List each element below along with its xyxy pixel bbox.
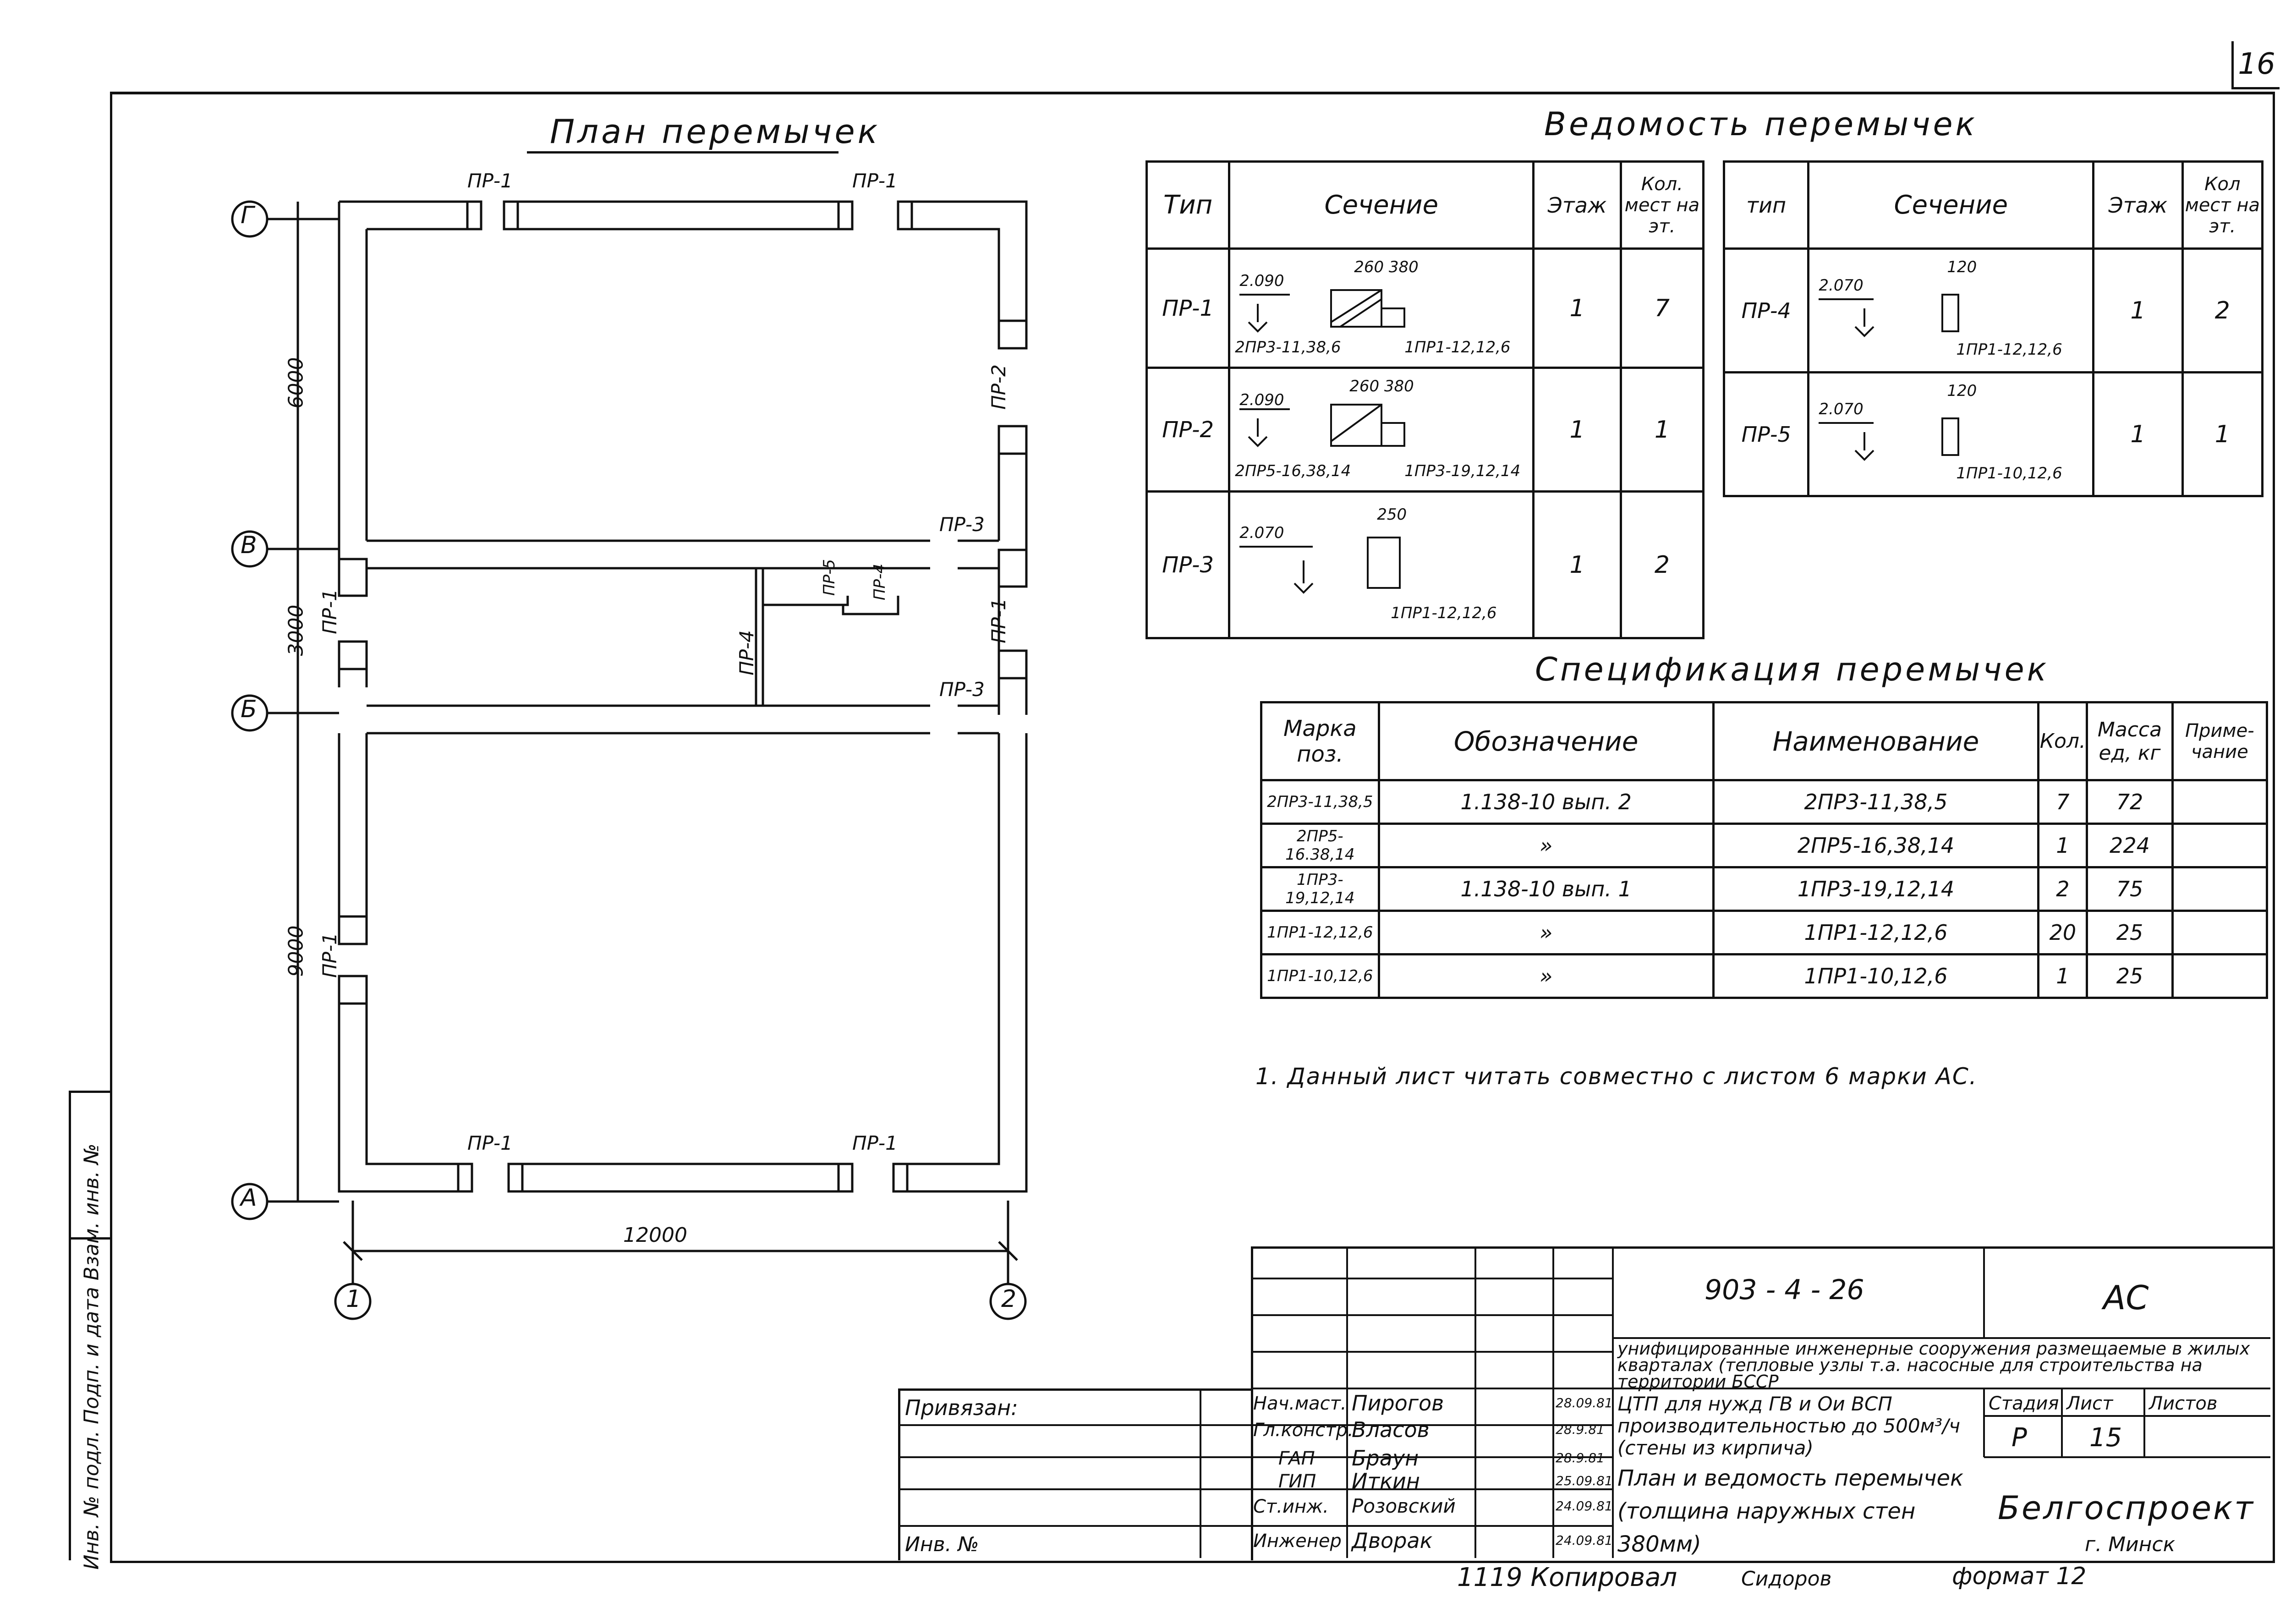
section-right-mark: 1ПР1-12,12,6	[1956, 340, 2062, 359]
section-level: 2.070	[1239, 523, 1284, 542]
bound-label: Привязан:	[905, 1395, 1018, 1420]
staff-name: Власов	[1352, 1417, 1430, 1442]
dim-6000: 6000	[284, 357, 308, 409]
schedule-count: 2	[1621, 492, 1703, 638]
staff-role: Ст.инж.	[1253, 1496, 1329, 1517]
schedule-floor: 1	[2094, 373, 2182, 496]
inv-label: Инв. №	[905, 1533, 979, 1556]
staff-date: 25.09.81	[1556, 1473, 1613, 1488]
lintel-label: ПР-1	[852, 1132, 898, 1154]
schedule-count: 1	[2182, 373, 2262, 496]
schedule-header: Этаж	[2094, 162, 2182, 249]
schedule-header: тип	[1724, 162, 1809, 249]
spec-cell: 1ПР1-12,12,6	[1713, 911, 2039, 955]
schedule-type: ПР-1	[1147, 249, 1229, 368]
lintel-label: ПР-1	[318, 933, 341, 978]
note-text: 1. Данный лист читать совместно с листом 6 марки АС.	[1255, 1063, 1978, 1090]
staff-name: Пирогов	[1352, 1391, 1444, 1416]
project-description: унифицированные инженерные сооружения размещаемые в жилых кварталах (тепловые узлы т.а. насосные для строительства на территории БССР	[1617, 1339, 2250, 1392]
staff-name: Дворак	[1352, 1528, 1433, 1553]
schedule-header: Тип	[1147, 162, 1229, 249]
spec-cell: 1ПР1-10,12,6	[1261, 955, 1379, 998]
schedule-header: Кол. мест на эт.	[1621, 162, 1703, 249]
axis-label-g: Г	[241, 202, 254, 229]
dim-3000: 3000	[284, 604, 308, 656]
city: г. Минск	[2085, 1533, 2176, 1556]
spec-cell: 1	[2039, 955, 2087, 998]
section-left-mark: 2ПР3-11,38,6	[1235, 338, 1341, 357]
spec-cell: 2ПР3-11,38,5	[1261, 780, 1379, 824]
lintel-label: ПР-4	[735, 630, 758, 675]
copied-by: 1119 Копировал	[1457, 1563, 1677, 1592]
section-right-mark: 1ПР3-19,12,14	[1404, 461, 1521, 480]
lintel-label: ПР-2	[987, 364, 1010, 410]
lintel-label: ПР-5	[820, 559, 839, 596]
spec-cell: 25	[2087, 955, 2172, 998]
schedule-type: ПР-2	[1147, 368, 1229, 492]
sheet-value: 15	[2089, 1423, 2122, 1453]
staff-date: 24.09.81	[1556, 1533, 1613, 1548]
section-level: 2.090	[1239, 271, 1284, 290]
staff-role: Гл.констр.	[1253, 1420, 1354, 1441]
section-level: 2.070	[1819, 400, 1863, 418]
schedule-type: ПР-3	[1147, 492, 1229, 638]
sheet-label: Лист	[2066, 1393, 2113, 1414]
spec-cell: »	[1379, 911, 1713, 955]
lintel-label: ПР-3	[939, 678, 985, 701]
spec-cell: 1ПР3-19,12,14	[1261, 867, 1379, 911]
schedule-type: ПР-5	[1724, 373, 1809, 496]
schedule-count: 1	[1621, 368, 1703, 492]
dim-9000: 9000	[284, 925, 308, 977]
staff-date: 24.09.81	[1556, 1498, 1613, 1514]
section-left-mark: 2ПР5-16,38,14	[1235, 461, 1351, 480]
section-right-mark: 1ПР1-10,12,6	[1956, 464, 2062, 483]
spec-header: Кол.	[2039, 702, 2087, 780]
axis-label-v: В	[241, 532, 257, 559]
plan-title: План перемычек	[550, 112, 881, 151]
spec-header: Обозначение	[1379, 702, 1713, 780]
lintel-label: ПР-1	[852, 170, 898, 192]
lintel-label: ПР-1	[467, 170, 513, 192]
spec-cell: 75	[2087, 867, 2172, 911]
schedule-floor: 1	[2094, 249, 2182, 373]
stage-label: Стадия	[1989, 1393, 2059, 1414]
spec-header: Масса ед, кг	[2087, 702, 2172, 780]
axis-label-a: А	[241, 1184, 257, 1212]
spec-cell: 2ПР3-11,38,5	[1713, 780, 2039, 824]
spec-cell: 1ПР3-19,12,14	[1713, 867, 2039, 911]
schedule-title: Ведомость перемычек	[1544, 105, 1978, 143]
section-right-mark: 1ПР1-12,12,6	[1404, 338, 1511, 357]
side-stamp-text: Инв. № подл. Подп. и дата Взам. инв. №	[80, 1143, 104, 1570]
schedule-type: ПР-4	[1724, 249, 1809, 373]
staff-role: Инженер	[1253, 1531, 1342, 1552]
copied-name: Сидоров	[1741, 1567, 1832, 1591]
staff-name: Розовский	[1352, 1495, 1456, 1517]
staff-name: Браун	[1352, 1446, 1419, 1470]
schedule-header: Сечение	[1229, 162, 1534, 249]
lintel-label: ПР-4	[870, 564, 889, 600]
lintel-label: ПР-3	[939, 513, 985, 536]
section-right-mark: 1ПР1-12,12,6	[1391, 604, 1497, 622]
schedule-count: 7	[1621, 249, 1703, 368]
section-dims: 260 380	[1354, 258, 1419, 276]
project-code: 903 - 4 - 26	[1705, 1274, 1864, 1306]
schedule-floor: 1	[1534, 368, 1621, 492]
spec-cell: 2ПР5-16.38,14	[1261, 824, 1379, 867]
staff-role: Нач.маст.	[1253, 1393, 1347, 1414]
axis-label-b: Б	[241, 696, 257, 723]
spec-header: Приме- чание	[2172, 702, 2267, 780]
sheet-number: 16	[2231, 41, 2280, 89]
spec-cell: 1ПР1-10,12,6	[1713, 955, 2039, 998]
spec-cell: 1	[2039, 824, 2087, 867]
axis-label-2: 2	[1001, 1285, 1017, 1313]
spec-cell: 2	[2039, 867, 2087, 911]
schedule-header: Этаж	[1534, 162, 1621, 249]
section-level: 2.070	[1819, 276, 1863, 295]
schedule-count: 2	[2182, 249, 2262, 373]
spec-title: Спецификация перемычек	[1535, 651, 2049, 688]
schedule-header: Сечение	[1809, 162, 2094, 249]
spec-cell: 1ПР1-12,12,6	[1261, 911, 1379, 955]
staff-role: ГАП	[1278, 1448, 1315, 1469]
stage-value: Р	[2011, 1423, 2027, 1453]
spec-header: Марка поз.	[1261, 702, 1379, 780]
staff-date: 28.9.81	[1556, 1450, 1605, 1465]
staff-name: Иткин	[1352, 1469, 1420, 1493]
spec-cell: 25	[2087, 911, 2172, 955]
project-mark: АС	[2103, 1278, 2149, 1317]
staff-date: 28.9.81	[1556, 1422, 1605, 1437]
organization: Белгоспроект	[1998, 1489, 2255, 1527]
object-name: ЦТП для нужд ГВ и Ои ВСП производительностью до 500м³/ч (стены из кирпича)	[1617, 1393, 1961, 1459]
schedule-floor: 1	[1534, 249, 1621, 368]
spec-cell: 1.138-10 вып. 2	[1379, 780, 1713, 824]
lintel-label: ПР-1	[987, 598, 1010, 643]
spec-header: Наименование	[1713, 702, 2039, 780]
spec-cell: 7	[2039, 780, 2087, 824]
section-dims: 120	[1947, 258, 1977, 276]
dim-12000: 12000	[623, 1223, 687, 1247]
lintel-label: ПР-1	[467, 1132, 513, 1154]
spec-cell: 1.138-10 вып. 1	[1379, 867, 1713, 911]
staff-role: ГИП	[1278, 1471, 1316, 1492]
spec-cell: 20	[2039, 911, 2087, 955]
spec-cell: »	[1379, 955, 1713, 998]
lintel-label: ПР-1	[318, 589, 341, 634]
spec-cell: »	[1379, 824, 1713, 867]
spec-cell: 224	[2087, 824, 2172, 867]
section-dims: 260 380	[1349, 377, 1414, 395]
schedule-header: Кол мест на эт.	[2182, 162, 2262, 249]
section-dims: 120	[1947, 381, 1977, 400]
schedule-floor: 1	[1534, 492, 1621, 638]
staff-date: 28.09.81	[1556, 1395, 1613, 1410]
section-dims: 250	[1377, 505, 1407, 524]
spec-cell: 2ПР5-16,38,14	[1713, 824, 2039, 867]
sheet-format: формат 12	[1952, 1563, 2087, 1590]
axis-label-1: 1	[346, 1285, 362, 1313]
spec-cell: 72	[2087, 780, 2172, 824]
sheets-label: Листов	[2149, 1393, 2218, 1414]
section-level: 2.090	[1239, 390, 1284, 409]
sheet-title: План и ведомость перемычек (толщина наружных стен 380мм)	[1617, 1465, 1964, 1557]
